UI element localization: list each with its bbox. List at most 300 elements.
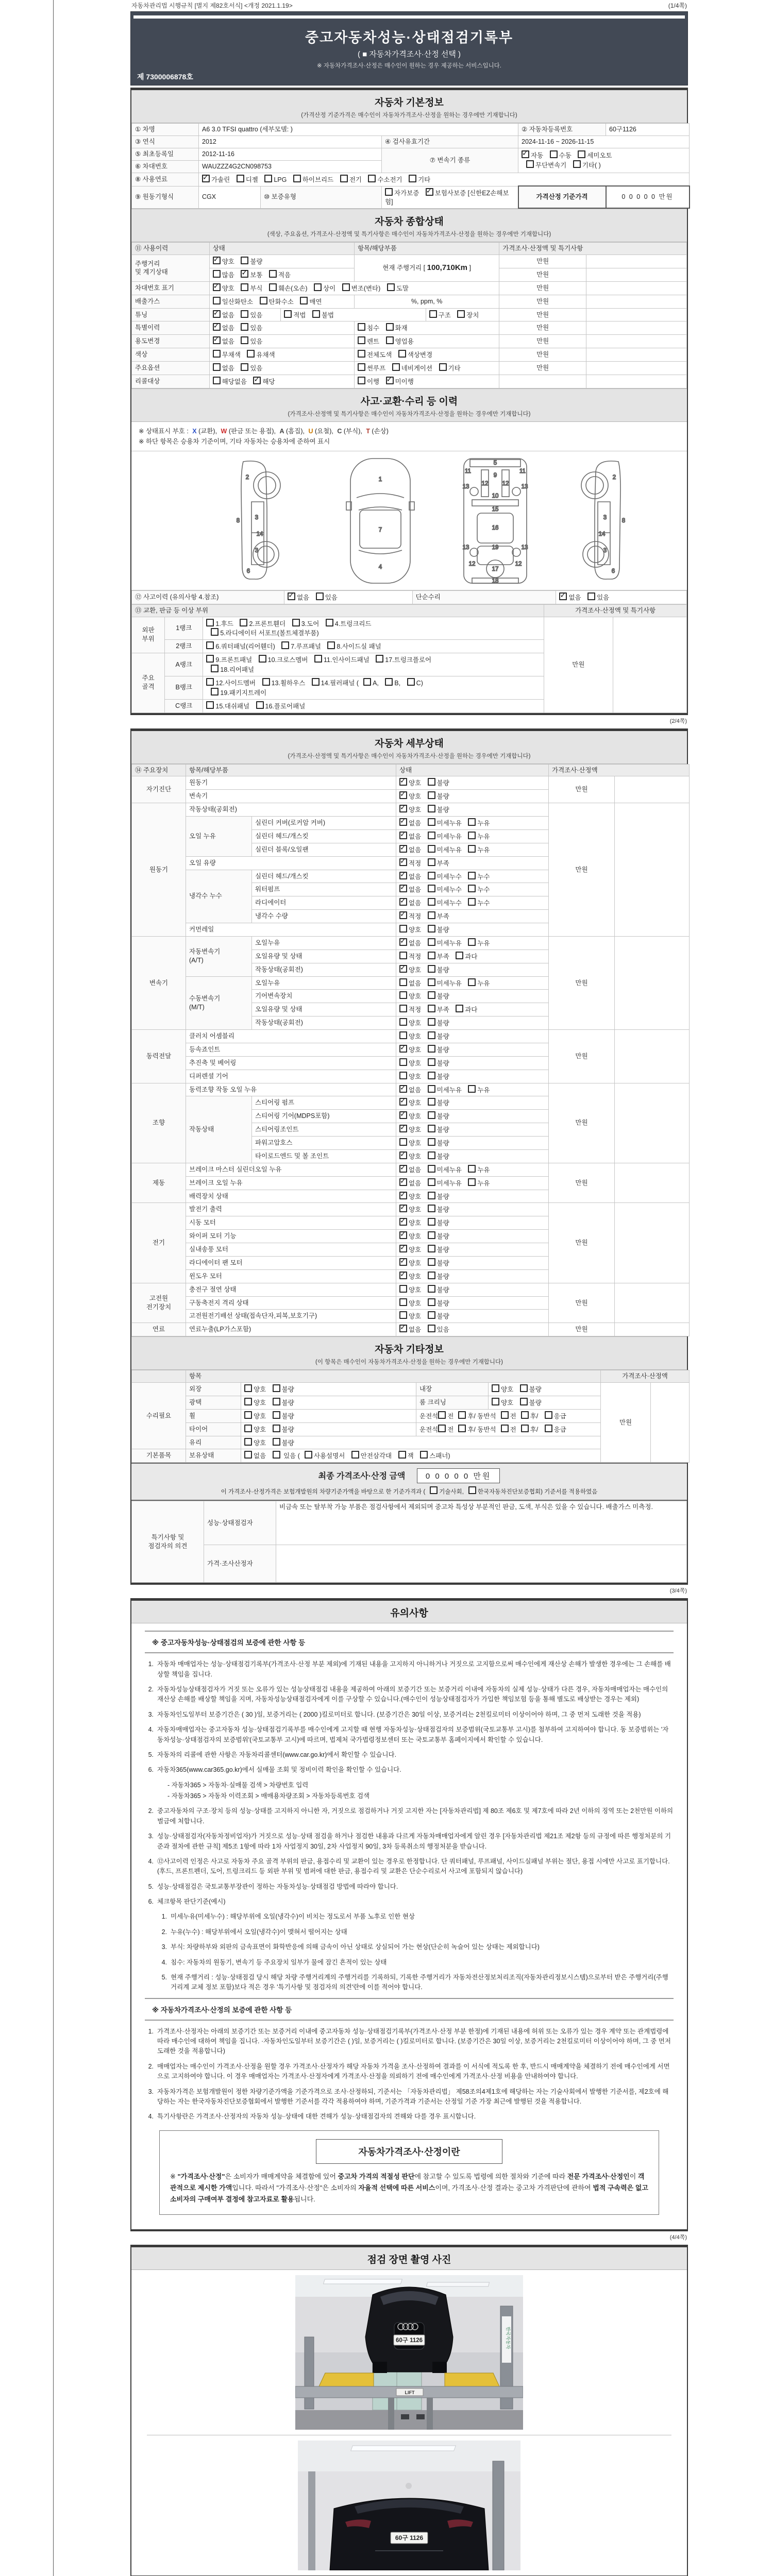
checkbox[interactable]	[407, 678, 415, 686]
checkbox-checked[interactable]	[399, 832, 407, 839]
checkbox[interactable]	[457, 310, 465, 318]
checkbox[interactable]	[428, 1151, 435, 1159]
remark-group: 특기사항 및 점검자의 의견	[132, 1501, 204, 1583]
checkbox[interactable]	[326, 619, 333, 626]
checkbox[interactable]	[314, 283, 322, 291]
checkbox[interactable]	[300, 297, 308, 304]
checkbox[interactable]	[468, 978, 476, 986]
status-symbol: X	[192, 427, 197, 435]
checkbox[interactable]	[244, 1384, 252, 1392]
detail-item: 발전기 출력	[186, 1203, 396, 1216]
checkbox[interactable]	[399, 1031, 407, 1039]
checkbox-checked[interactable]	[213, 283, 221, 291]
checkbox[interactable]	[269, 270, 277, 278]
checkbox-checked[interactable]	[522, 150, 529, 158]
checkbox[interactable]	[241, 283, 248, 291]
overall-title: 자동차 종합상태	[375, 216, 444, 228]
checkbox[interactable]	[385, 678, 393, 686]
checkbox[interactable]	[342, 283, 350, 291]
checkbox[interactable]	[273, 1425, 280, 1432]
checkbox[interactable]	[430, 1486, 438, 1494]
checkbox-checked[interactable]	[213, 323, 221, 331]
checkbox[interactable]	[428, 1031, 435, 1039]
checkbox[interactable]	[264, 175, 272, 182]
checkbox[interactable]	[428, 1005, 435, 1012]
detail-subgroup: 냉각수 누수	[186, 870, 252, 923]
checkbox[interactable]	[312, 310, 320, 318]
span: 성능·상태점검은 국토교통부장관이 정하는 자동차성능·상태점검 방법에 따라야 합니다.	[157, 1883, 398, 1890]
header-stripe	[133, 15, 685, 19]
checkbox[interactable]	[281, 641, 289, 649]
checkbox[interactable]	[428, 1231, 435, 1239]
checkbox[interactable]	[520, 1384, 528, 1392]
checkbox[interactable]	[399, 1311, 407, 1319]
other-item-label: 내장	[416, 1383, 489, 1396]
checkbox[interactable]	[428, 885, 435, 892]
note-cell	[586, 375, 687, 388]
detail-checks: ✓ 적정 부족	[396, 856, 549, 870]
checkbox[interactable]	[244, 1438, 252, 1446]
checkbox[interactable]	[399, 1298, 407, 1306]
checkbox[interactable]	[501, 1411, 509, 1419]
checkbox[interactable]	[293, 175, 301, 182]
other-subtitle: (이 항목은 매수인이 자동차가격조사·산정을 원하는 경우에만 기재합니다)	[315, 1359, 503, 1366]
checkbox[interactable]	[520, 1398, 528, 1405]
checkbox[interactable]	[428, 938, 435, 946]
checkbox[interactable]	[428, 832, 435, 839]
rect	[351, 2446, 456, 2451]
checkbox[interactable]	[428, 1245, 435, 1252]
detail-checks: ✓ 양호 불량	[396, 776, 549, 790]
checkbox-checked[interactable]	[559, 592, 567, 600]
span: 4.	[161, 1958, 167, 1966]
diagram-number: 13	[462, 544, 469, 551]
checkbox[interactable]	[213, 377, 221, 384]
checkbox[interactable]	[468, 1178, 476, 1186]
checkbox-checked[interactable]	[399, 858, 407, 866]
checkbox[interactable]	[428, 1045, 435, 1053]
notice-item	[145, 1897, 674, 1907]
checkbox[interactable]	[387, 283, 395, 291]
checkbox[interactable]	[458, 1425, 466, 1432]
checkbox[interactable]	[247, 350, 255, 358]
tr	[132, 295, 687, 308]
checkbox[interactable]	[428, 1072, 435, 1079]
checkbox[interactable]	[206, 678, 214, 686]
overall-checks: 이행 ✓미이행	[354, 375, 499, 388]
checkbox-checked[interactable]	[213, 310, 221, 318]
checkbox[interactable]	[399, 1138, 407, 1146]
checkbox[interactable]	[468, 872, 476, 879]
checkbox[interactable]	[428, 858, 435, 866]
checkbox[interactable]	[385, 188, 393, 196]
checkbox[interactable]	[244, 1451, 252, 1459]
checkbox[interactable]	[269, 283, 277, 291]
span: 자동차 매매업자는 성능·상태점검기록부(가격조사·산정 부분 제외)에 기재된 내용을 고지하지 아니하거나 거짓으로 고지함으로써 매수인에게 재산상 손해가 발생한 경우에는 그 손해를 배상할 책임을 집니다.	[157, 1660, 671, 1678]
checkbox[interactable]	[358, 323, 365, 331]
tr	[132, 617, 687, 640]
checkbox[interactable]	[428, 898, 435, 906]
price-cell: 만원	[499, 255, 586, 268]
note-cell	[651, 1383, 690, 1463]
checkbox[interactable]	[211, 688, 219, 696]
detail-device: 연료	[132, 1323, 186, 1336]
checkbox[interactable]	[213, 297, 221, 304]
checkbox-checked[interactable]	[399, 805, 407, 812]
checkbox[interactable]	[358, 377, 365, 384]
checkbox[interactable]	[468, 1486, 476, 1494]
detail-title: 자동차 세부상태	[375, 738, 444, 749]
checkbox[interactable]	[428, 1325, 435, 1332]
overall-h-state: 상태	[209, 243, 354, 255]
detail-checks: ✓ 없음 미세누수 누수	[396, 883, 549, 896]
checkbox[interactable]	[206, 701, 214, 709]
checkbox[interactable]	[428, 1205, 435, 1212]
checkbox-checked[interactable]	[399, 898, 407, 906]
checkbox-checked[interactable]	[399, 1218, 407, 1226]
checkbox-checked[interactable]	[399, 911, 407, 919]
note-cell	[586, 362, 687, 375]
checkbox[interactable]	[392, 363, 400, 371]
checkbox[interactable]	[399, 1058, 407, 1066]
checkbox-checked[interactable]	[399, 1111, 407, 1119]
detail-item: 스티어링 펌프	[252, 1096, 396, 1110]
checkbox-checked[interactable]	[202, 175, 210, 182]
checkbox[interactable]	[428, 1085, 435, 1093]
checkbox[interactable]	[521, 1411, 529, 1419]
detail-header	[131, 731, 687, 764]
span: 6.	[148, 1766, 154, 1774]
checkbox[interactable]	[259, 655, 266, 663]
checkbox[interactable]	[206, 619, 214, 626]
rect	[305, 2337, 314, 2409]
checkbox-checked[interactable]	[399, 818, 407, 826]
checkbox[interactable]	[428, 805, 435, 812]
checkbox[interactable]	[428, 925, 435, 933]
checkbox[interactable]	[456, 952, 463, 959]
detail-checks: ✓ 없음 미세누수 누수	[396, 896, 549, 910]
checkbox[interactable]	[428, 1138, 435, 1146]
checkbox[interactable]	[351, 1451, 359, 1459]
checkbox[interactable]	[213, 350, 221, 358]
overall-checks: 침수 화재	[354, 321, 499, 335]
checkbox[interactable]	[244, 1411, 252, 1419]
photo-area	[131, 2270, 687, 2570]
checkbox[interactable]	[211, 665, 219, 672]
checkbox-checked[interactable]	[399, 1245, 407, 1252]
other-h-item: 항목	[186, 1370, 601, 1383]
other-item-label: 룸 크리닝	[416, 1396, 489, 1409]
checkbox-checked[interactable]	[399, 778, 407, 786]
checkbox[interactable]	[428, 872, 435, 879]
checkbox[interactable]	[398, 350, 406, 358]
checkbox[interactable]	[256, 701, 264, 709]
checkbox[interactable]	[428, 791, 435, 799]
checkbox[interactable]	[399, 952, 407, 959]
checkbox[interactable]	[573, 160, 581, 168]
checkbox[interactable]	[468, 1085, 476, 1093]
checkbox-checked[interactable]	[399, 1272, 407, 1279]
checkbox[interactable]	[273, 1451, 280, 1459]
notice-item	[145, 2027, 674, 2057]
checkbox[interactable]	[458, 1411, 466, 1419]
checkbox[interactable]	[273, 1384, 280, 1392]
remark-table	[131, 1501, 687, 1583]
checkbox[interactable]	[358, 336, 365, 344]
checkbox[interactable]	[468, 845, 476, 853]
circle	[583, 541, 609, 567]
checkbox[interactable]	[428, 952, 435, 959]
checkbox[interactable]	[206, 641, 214, 649]
checkbox[interactable]	[363, 678, 371, 686]
pagebox-1	[130, 88, 688, 715]
checkbox[interactable]	[240, 619, 247, 626]
span: 자동차의 리콜에 관한 사항은 자동차리콜센터(www.car.go.kr)에서 확인할 수 있습니다.	[157, 1751, 397, 1758]
checkbox[interactable]	[314, 655, 322, 663]
div: ※ 상태표시 부호 : X (교환), W (판금 또는 용접), A (흠집), U (요철), C (부식), T (손상)	[139, 427, 389, 435]
detail-checks: ✓ 양호 불량	[396, 1243, 549, 1257]
checkbox[interactable]	[468, 818, 476, 826]
tr	[132, 124, 690, 136]
checkbox[interactable]	[211, 628, 219, 636]
pagebox-4	[130, 2245, 688, 2576]
checkbox[interactable]	[213, 363, 221, 371]
checkbox[interactable]	[428, 845, 435, 853]
checkbox[interactable]	[399, 1285, 407, 1293]
checkbox-checked[interactable]	[399, 1205, 407, 1212]
checkbox[interactable]	[468, 832, 476, 839]
checkbox-checked[interactable]	[399, 872, 407, 879]
tr	[132, 135, 690, 148]
checkbox[interactable]	[368, 175, 376, 182]
circle	[406, 2483, 412, 2489]
checkbox[interactable]	[468, 898, 476, 906]
checkbox[interactable]	[273, 1411, 280, 1419]
checkbox[interactable]	[521, 1425, 529, 1432]
checkbox[interactable]	[428, 965, 435, 973]
checkbox[interactable]	[428, 1258, 435, 1266]
checkbox[interactable]	[428, 1165, 435, 1173]
checkbox-checked[interactable]	[399, 885, 407, 892]
checkbox-checked[interactable]	[386, 377, 394, 384]
checkbox[interactable]	[398, 1451, 406, 1459]
checkbox-checked[interactable]	[399, 1165, 407, 1173]
price-cell: 만원	[549, 1083, 615, 1163]
b: 자율적 선택에 따른 서비스	[358, 2183, 435, 2192]
checkbox[interactable]	[376, 655, 383, 663]
checkbox[interactable]	[428, 1298, 435, 1306]
checkbox[interactable]	[237, 175, 244, 182]
checkbox[interactable]	[316, 592, 324, 600]
tr	[132, 936, 690, 950]
checkbox[interactable]	[399, 978, 407, 986]
exchange-group: 주요 골격	[132, 653, 165, 713]
checkbox[interactable]	[492, 1398, 499, 1405]
exchange-rank: A랭크	[165, 653, 203, 676]
checkbox-checked[interactable]	[399, 1325, 407, 1332]
tr	[132, 776, 690, 790]
circle	[587, 546, 604, 563]
checkbox[interactable]	[501, 1425, 509, 1432]
detail-item: 배력장치 상태	[186, 1190, 396, 1203]
span: 4.	[148, 2113, 154, 2121]
tr	[132, 1030, 690, 1043]
detail-item: 커먼레일	[186, 923, 396, 937]
checkbox[interactable]	[241, 257, 248, 264]
checkbox[interactable]	[244, 1398, 252, 1405]
checkbox[interactable]	[399, 1018, 407, 1026]
checkbox[interactable]	[428, 1111, 435, 1119]
notice-section-2	[145, 1806, 674, 1992]
checkbox-checked[interactable]	[399, 1151, 407, 1159]
checkbox[interactable]	[241, 363, 248, 371]
diagram-number: 12	[481, 480, 489, 487]
checkbox-checked[interactable]	[288, 592, 295, 600]
checkbox[interactable]	[526, 160, 534, 168]
price-cell: 만원	[499, 268, 586, 281]
checkbox-checked[interactable]	[399, 1258, 407, 1266]
checkbox[interactable]	[206, 655, 214, 663]
checkbox[interactable]	[456, 1005, 463, 1012]
overall-checks: 일산화탄소 탄화수소 매연	[209, 295, 354, 308]
checkbox[interactable]	[241, 336, 248, 344]
span: 가격조사·산정자는 아래의 보증기간 또는 보증거리 이내에 중고자동차 성능·상태점검기록부(가격조사·산정 부분 한정)에 기재된 내용에 허위 또는 오류가 있는 경우 계약 또는 관계법령에 따라 매수인에 대하여 책임을 집니다. ·자동차인도일부터 보증기간은 ( )일, 보증거리는 ( )킬로미터로 합니다. (보증기간은 30일 이상, 보증거리는 2천킬로미터 이상이어야 하며, 그 중 먼저 도래한 것을 적용합니다)	[157, 2027, 671, 2055]
notice-item	[145, 1882, 674, 1892]
base-price-value: 0 0 0 0 0 만원	[606, 186, 690, 208]
checkbox-checked[interactable]	[241, 270, 248, 278]
checkbox[interactable]	[399, 1072, 407, 1079]
checkbox[interactable]	[439, 363, 447, 371]
checkbox[interactable]	[358, 350, 365, 358]
checkbox[interactable]	[428, 1058, 435, 1066]
checkbox[interactable]	[428, 1018, 435, 1026]
checkbox-checked[interactable]	[399, 1085, 407, 1093]
checkbox[interactable]	[428, 911, 435, 919]
checkbox[interactable]	[428, 1178, 435, 1186]
checkbox[interactable]	[428, 991, 435, 999]
checkbox-checked[interactable]	[399, 1045, 407, 1053]
checkbox[interactable]	[428, 818, 435, 826]
detail-subgroup: 자동변속기 (A/T)	[186, 936, 252, 976]
checkbox-checked[interactable]	[399, 965, 407, 973]
checkbox[interactable]	[545, 1411, 552, 1419]
checkbox[interactable]	[428, 1218, 435, 1226]
tr	[132, 764, 690, 776]
checkbox[interactable]	[305, 1451, 312, 1459]
checkbox[interactable]	[399, 991, 407, 999]
price-cell: 만원	[499, 308, 586, 321]
checkbox[interactable]	[428, 1311, 435, 1319]
checkbox[interactable]	[262, 678, 270, 686]
checkbox[interactable]	[244, 1425, 252, 1432]
path	[359, 507, 402, 510]
exchange-items: 12.사이드멤버 13.휠하우스 14.필러패널 ( A, B, C) 19.패키지트레이	[203, 676, 544, 699]
checkbox-checked[interactable]	[399, 1231, 407, 1239]
span: - 자동차365 > 자동차·실매물 검색 > 차량번호 입력	[167, 1781, 309, 1789]
checkbox-checked[interactable]	[399, 1178, 407, 1186]
checkbox[interactable]	[550, 150, 558, 158]
diagram-number: 14	[598, 531, 606, 537]
checkbox[interactable]	[468, 1165, 476, 1173]
simple-repair-label: 단순수리	[412, 590, 556, 604]
checkbox-checked[interactable]	[213, 257, 221, 264]
checkbox-checked[interactable]	[399, 938, 407, 946]
checkbox[interactable]	[213, 270, 221, 278]
checkbox[interactable]	[292, 619, 300, 626]
note-cell	[615, 1323, 690, 1336]
notice-item	[145, 1685, 674, 1705]
detail-checks: 양호 불량	[396, 1016, 549, 1030]
checkbox[interactable]	[409, 175, 416, 182]
detail-item: 워터펌프	[252, 883, 396, 896]
checkbox[interactable]	[428, 778, 435, 786]
checkbox[interactable]	[399, 1005, 407, 1012]
checkbox-checked[interactable]	[399, 845, 407, 853]
checkbox[interactable]	[358, 363, 365, 371]
checkbox[interactable]	[429, 310, 437, 318]
checkbox[interactable]	[468, 885, 476, 892]
checkbox[interactable]	[273, 1438, 280, 1446]
year-label: ③ 연식	[132, 135, 199, 148]
pagebox-3	[130, 1598, 688, 2231]
photo2-license-plate: 60구 1126	[395, 2534, 424, 2541]
checkbox-checked[interactable]	[399, 1192, 407, 1199]
span: 현재 주행거리 : 성능·상태점검 당시 해당 차량 주행거리계의 주행거리를 기록하되, 기록한 주행거리가 자동차전산정보처리조직(자동차관리정보시스템)으로부터 받은 주행거리(주행거리계 교체 정보 포함)보다 적은 경우 '특기사항 및 점검자의 의견'란에 이를 적어야 합니다.	[171, 1973, 668, 1991]
checkbox[interactable]	[386, 323, 394, 331]
notice-item	[158, 1912, 674, 1922]
checkbox-checked[interactable]	[399, 1098, 407, 1106]
checkbox-checked[interactable]	[253, 377, 261, 384]
checkbox[interactable]	[578, 150, 585, 158]
checkbox[interactable]	[241, 310, 248, 318]
other-item-label: 유리	[186, 1436, 241, 1449]
checkbox[interactable]	[438, 1425, 446, 1432]
checkbox[interactable]	[428, 978, 435, 986]
checkbox[interactable]	[428, 1272, 435, 1279]
circle	[586, 477, 603, 494]
checkbox[interactable]	[420, 1451, 428, 1459]
page-left-border	[53, 0, 54, 2576]
checkbox[interactable]	[312, 678, 320, 686]
checkbox-checked[interactable]	[426, 188, 433, 196]
checkbox[interactable]	[587, 592, 595, 600]
checkbox[interactable]	[284, 310, 292, 318]
checkbox[interactable]	[399, 925, 407, 933]
checkbox[interactable]	[340, 175, 348, 182]
g	[346, 459, 414, 583]
checkbox-checked[interactable]	[399, 791, 407, 799]
exchange-group: 외판 부위	[132, 617, 165, 653]
checkbox[interactable]	[327, 641, 335, 649]
checkbox[interactable]	[428, 1125, 435, 1132]
checkbox-checked[interactable]	[213, 336, 221, 344]
checkbox[interactable]	[428, 1192, 435, 1199]
checkbox[interactable]	[273, 1398, 280, 1405]
checkbox[interactable]	[386, 336, 394, 344]
checkbox[interactable]	[260, 297, 267, 304]
checkbox[interactable]	[545, 1425, 552, 1432]
checkbox[interactable]	[492, 1384, 499, 1392]
other-title: 자동차 기타정보	[375, 1344, 444, 1355]
checkbox[interactable]	[428, 1285, 435, 1293]
checkbox[interactable]	[428, 1098, 435, 1106]
title-header	[130, 11, 688, 86]
checkbox-checked[interactable]	[399, 1125, 407, 1132]
checkbox[interactable]	[241, 323, 248, 331]
other-checks: 없음 있음 ( 사용설명서 안전삼각대 잭 스패너)	[241, 1449, 601, 1463]
checkbox[interactable]	[438, 1411, 446, 1419]
checkbox[interactable]	[468, 938, 476, 946]
